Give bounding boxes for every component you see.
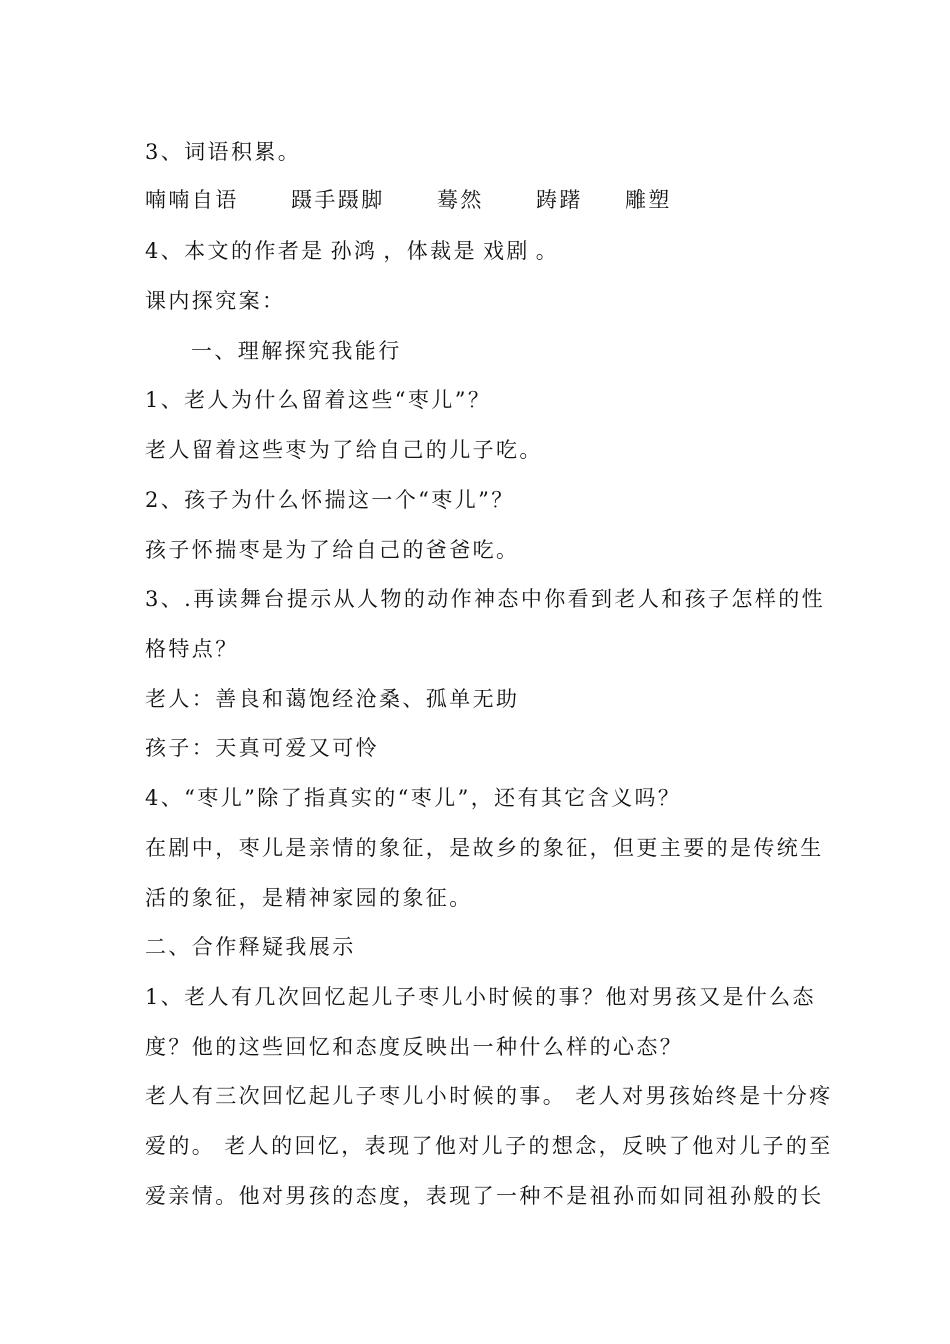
answer-2: 孩子怀揣枣是为了给自己的爸爸吃。 [145, 538, 520, 562]
vocab-word: 踌躇 [536, 188, 583, 212]
subsection-title-1: 一、理解探究我能行 [191, 339, 402, 363]
question-4: 4、“枣儿”除了指真实的“枣儿”，还有其它含义吗？ [145, 786, 682, 810]
genre-answer: 戏剧 [482, 239, 530, 263]
vocab-word: 雕塑 [625, 188, 672, 212]
coop-question-1-line-1: 1、老人有几次回忆起儿子枣儿小时候的事？他对男孩又是什么态 [145, 985, 816, 1009]
answer-3-old-man: 老人：善良和蔼饱经沧桑、孤单无助 [145, 687, 520, 711]
coop-question-1-line-2: 度？他的这些回忆和态度反映出一种什么样的心态？ [145, 1035, 684, 1059]
question-3-line-2: 格特点？ [145, 637, 239, 661]
section-title-inclass: 课内探究案： [145, 289, 286, 313]
vocab-list [145, 185, 810, 215]
subsection-title-2: 二、合作释疑我展示 [145, 935, 356, 959]
line-end: 。 [535, 239, 560, 263]
answer-4-line-1: 在剧中，枣儿是亲情的象征，是故乡的象征，但更主要的是传统生 [145, 836, 824, 860]
answer-3-child: 孩子：天真可爱又可怜 [145, 736, 379, 760]
vocab-word: 喃喃自语 [145, 188, 239, 212]
answer-1: 老人留着这些枣为了给自己的儿子吃。 [145, 438, 543, 462]
vocab-word: 蹑手蹑脚 [291, 188, 385, 212]
question-1: 1、老人为什么留着这些“枣儿”？ [145, 388, 492, 412]
author-question [145, 236, 810, 266]
coop-answer-1-line-3: 爱亲情。他对男孩的态度，表现了一种不是祖孙而如同祖孙般的长 [145, 1184, 824, 1208]
answer-4-line-2: 活的象征，是精神家园的象征。 [145, 886, 473, 910]
vocab-heading: 3、词语积累。 [145, 140, 302, 164]
vocab-word: 蓦然 [437, 188, 484, 212]
genre-prefix: ，体裁是 [383, 239, 477, 263]
coop-answer-1-line-2: 爱的。 老人的回忆，表现了他对儿子的想念，反映了他对儿子的至 [145, 1134, 833, 1158]
question-2: 2、孩子为什么怀揣这一个“枣儿”？ [145, 488, 515, 512]
author-prefix: 4、本文的作者是 [145, 239, 325, 263]
coop-answer-1-line-1: 老人有三次回忆起儿子枣儿小时候的事。 老人对男孩始终是十分疼 [145, 1084, 833, 1108]
question-3-line-1: 3、.再读舞台提示从人物的动作神态中你看到老人和孩子怎样的性 [145, 587, 826, 611]
author-answer: 孙鸿 [330, 239, 378, 263]
